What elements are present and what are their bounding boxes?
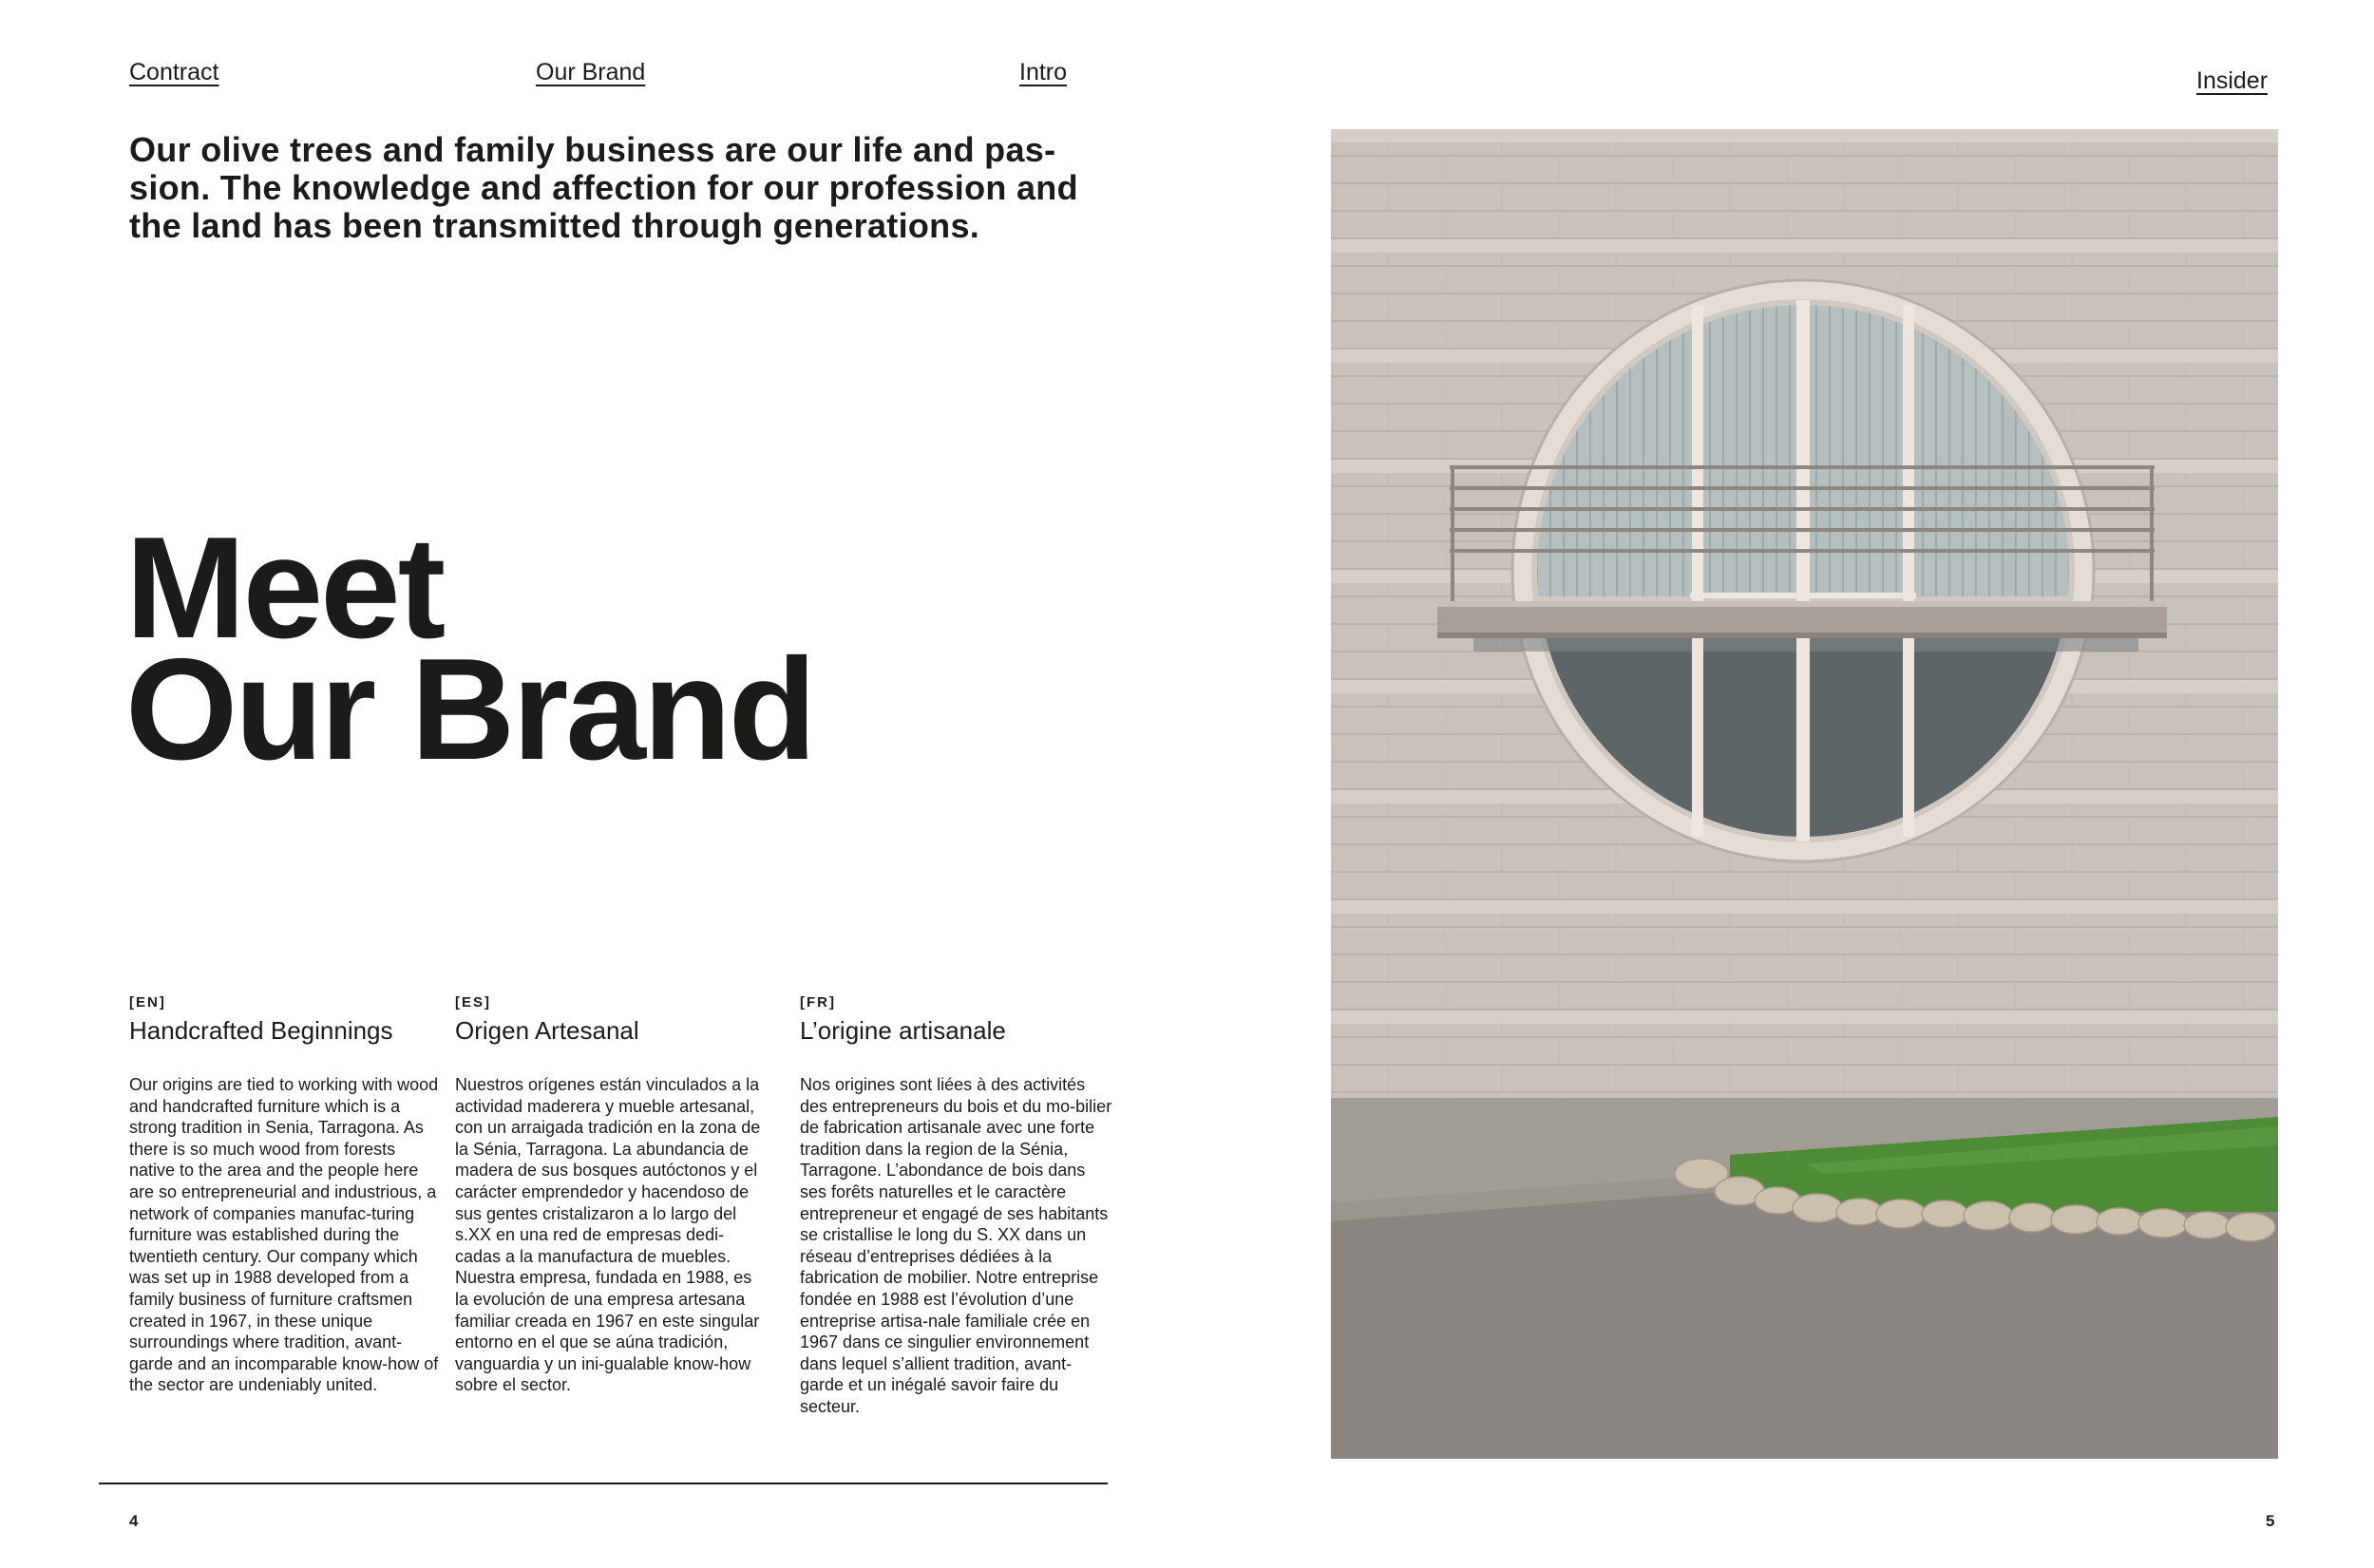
page-number-left: 4 <box>129 1512 139 1530</box>
divider-rule <box>99 1483 1108 1484</box>
column-es <box>455 994 769 1396</box>
column-body: Our origins are tied to working with wood and handcrafted furniture which is a strong tradition in Senia, Tarragona. As there is so much wood from forests native to the area and the people here are so entrepreneurial and industrious, a network of companies manufac-turing furniture was established during the twentieth century. Our company which was set up in 1988 developed from a family business of furniture craftsmen created in 1967, in these unique surroundings where tradition, avant-garde and an incomparable know-how of the sector are undeniably united. <box>129 1075 439 1395</box>
nav-intro[interactable] <box>1019 59 1067 86</box>
nav-intro-link[interactable]: Intro <box>1019 59 1068 85</box>
page-number-right: 5 <box>2266 1512 2275 1530</box>
lang-tag: [EN] <box>129 994 166 1011</box>
lang-tag: [FR] <box>800 994 836 1011</box>
nav-our-brand-link[interactable]: Our Brand <box>536 59 646 85</box>
column-title: L’origine artisanale <box>800 1016 1006 1045</box>
column-en <box>129 994 443 1396</box>
nav-contract-link[interactable]: Contract <box>129 59 219 85</box>
column-fr <box>800 994 1113 1418</box>
title-line-1: Meet <box>125 507 444 669</box>
nav-insider[interactable] <box>2196 67 2268 95</box>
lang-tag: [ES] <box>455 994 491 1011</box>
title-line-2: Our Brand <box>125 629 814 790</box>
nav-our-brand[interactable] <box>536 59 645 86</box>
building-round-window-photo <box>1331 129 2278 1459</box>
page-title <box>125 507 814 790</box>
nav-insider-link[interactable]: Insider <box>2196 67 2269 94</box>
nav-contract[interactable] <box>129 59 218 86</box>
column-title: Origen Artesanal <box>455 1016 639 1045</box>
intro-text: Our olive trees and family business are our life and pas-sion. The knowledge and affection for our profession and the land has been transmitted through generations. <box>129 130 1078 245</box>
column-title: Handcrafted Beginnings <box>129 1016 393 1045</box>
column-body: Nos origines sont liées à des activités des entrepreneurs du bois et du mo-bilier de fabrication artisanale avec une forte tradition dans la region de la Sénia, Tarragone. L’abondance de bois dans ses forêts naturelles et le caractère entrepreneur et engagé de ses habitants se cristallise le long du S. XX dans un réseau d’entreprises dédiées à la fabrication de mobilier. Notre entreprise fondée en 1988 est l’évolution d’une entreprise artisa-nale familiale crée en 1967 dans ce singulier environnement dans lequel s’allient tradition, avant-garde et un inégalé savoir faire du secteur. <box>800 1075 1112 1416</box>
column-body: Nuestros orígenes están vinculados a la actividad maderera y mueble artesanal, con un arraigada tradición en la zona de la Sénia, Tarragona. La abundancia de madera de sus bosques autóctonos y el carácter emprendedor y hacendoso de sus gentes cristalizaron a lo largo del s.XX en una red de empresas dedi-cadas a la manufactura de muebles. Nuestra empresa, fundada en 1988, es la evolución de una empresa artesana familiar creada en 1967 en este singular entorno en el que se aúna tradición, vanguardia y un ini-gualable know-how sobre el sector. <box>455 1075 761 1395</box>
